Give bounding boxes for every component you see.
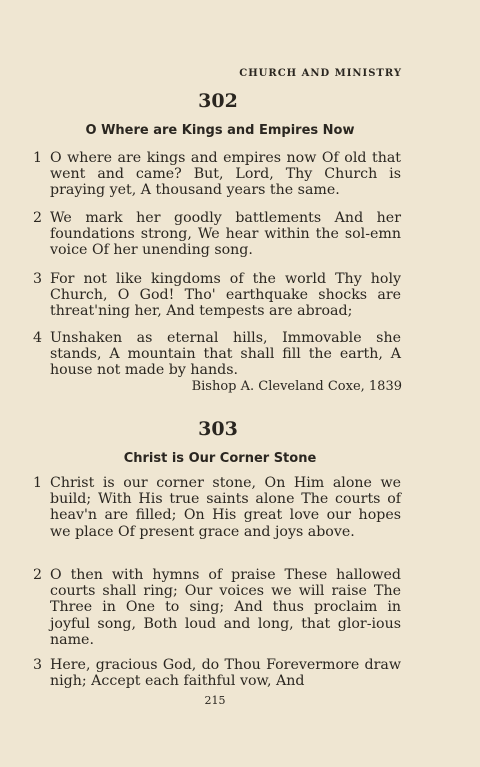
page-number: 215 — [204, 694, 226, 707]
verse — [33, 330, 401, 379]
hymn-number: 302 — [198, 90, 238, 112]
verse-text: O where are kings and empires now Of old that went and came? But, Lord, Thy Church is praying yet, A thousand years the same. — [50, 150, 401, 199]
verse-number: 1 — [33, 150, 43, 166]
verse-text: Christ is our corner stone, On Him alone we build; With His true saints alone The courts of heav'n are filled; On His great love our hopes we place Of present grace and joys above. — [50, 475, 401, 540]
verse — [33, 271, 401, 320]
verse-text: O then with hymns of praise These hallowed courts shall ring; Our voices we will raise The Three in One to sing; And thus proclaim in joyful song, Both loud and long, that glor-ious name. — [50, 567, 401, 648]
hymn-title: Christ is Our Corner Stone — [123, 451, 317, 466]
verse-number: 1 — [33, 475, 43, 491]
verse-text: For not like kingdoms of the world Thy holy Church, O God! Tho' earthquake shocks are threat'ning her, And tempests are abroad; — [50, 271, 401, 320]
hymn-title: O Where are Kings and Empires Now — [85, 123, 355, 138]
verse-number: 2 — [33, 567, 43, 583]
hymn-attribution: Bishop A. Cleveland Coxe, 1839 — [191, 379, 402, 394]
verse-number: 2 — [33, 210, 43, 226]
verse-text: Here, gracious God, do Thou Forevermore draw nigh; Accept each faithful vow, And — [50, 657, 401, 690]
verse-text: We mark her goodly battlements And her foundations strong, We hear within the sol-emn voice Of her unending song. — [50, 210, 401, 259]
verse — [33, 567, 401, 648]
verse — [33, 475, 401, 540]
verse-number: 4 — [33, 330, 43, 346]
verse-number: 3 — [33, 657, 43, 673]
verse-number: 3 — [33, 271, 43, 287]
running-head: CHURCH AND MINISTRY — [239, 68, 402, 79]
hymn-number: 303 — [198, 418, 238, 440]
verse — [33, 150, 401, 199]
verse-text: Unshaken as eternal hills, Immovable she stands, A mountain that shall fill the earth, A house not made by hands. — [50, 330, 401, 379]
verse — [33, 210, 401, 259]
verse — [33, 657, 401, 690]
